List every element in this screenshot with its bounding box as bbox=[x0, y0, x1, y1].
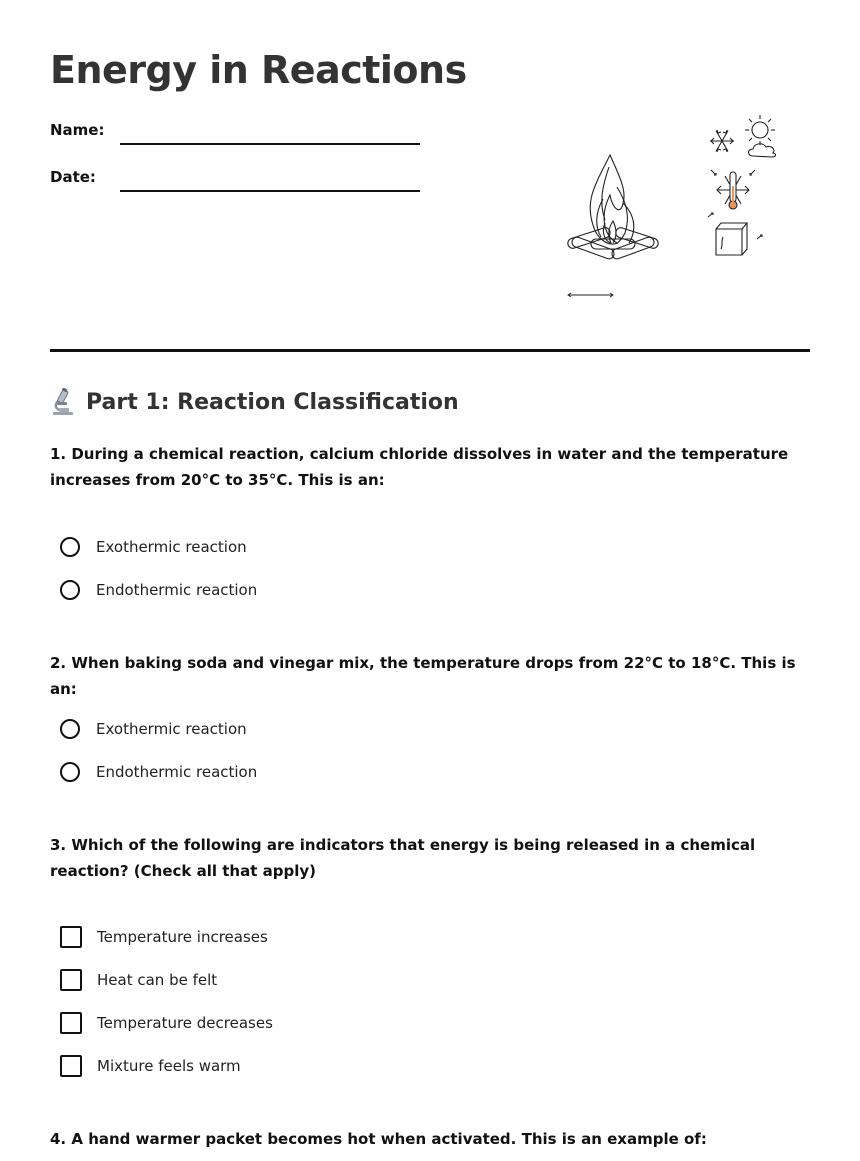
double-arrow-icon bbox=[568, 293, 613, 297]
page-title: Energy in Reactions bbox=[50, 48, 467, 92]
option-label: Temperature decreases bbox=[97, 1014, 273, 1032]
name-input-line[interactable] bbox=[120, 143, 420, 145]
q3-option-feels-warm[interactable] bbox=[60, 1055, 241, 1077]
option-label: Endothermic reaction bbox=[96, 763, 258, 781]
radio-button[interactable] bbox=[60, 762, 80, 782]
section-heading bbox=[50, 388, 459, 416]
cloud-icon bbox=[749, 144, 776, 157]
date-input-line[interactable] bbox=[120, 190, 420, 192]
radio-button[interactable] bbox=[60, 537, 80, 557]
energy-illustration bbox=[555, 115, 805, 310]
ice-cube-icon bbox=[708, 213, 762, 255]
option-label: Exothermic reaction bbox=[96, 538, 247, 556]
radio-button[interactable] bbox=[60, 719, 80, 739]
thermometer-icon bbox=[711, 170, 755, 209]
q2-option-exothermic[interactable] bbox=[60, 719, 247, 739]
radio-button[interactable] bbox=[60, 580, 80, 600]
checkbox[interactable] bbox=[60, 926, 82, 948]
q3-option-temperature-decreases[interactable] bbox=[60, 1012, 273, 1034]
question-2: 2. When baking soda and vinegar mix, the temperature drops from 22°C to 18°C. This is an: bbox=[50, 654, 796, 698]
q1-option-endothermic[interactable] bbox=[60, 580, 257, 600]
option-label: Mixture feels warm bbox=[97, 1057, 241, 1075]
date-field bbox=[50, 168, 96, 186]
name-label: Name: bbox=[50, 121, 105, 139]
question-3: 3. Which of the following are indicators that energy is being released in a chemical reaction? (Check all that apply) bbox=[50, 836, 756, 880]
option-label: Temperature increases bbox=[97, 928, 268, 946]
snowflake-icon bbox=[710, 130, 734, 152]
campfire-icon bbox=[567, 155, 660, 260]
q3-option-heat-felt[interactable] bbox=[60, 969, 217, 991]
date-label: Date: bbox=[50, 168, 96, 186]
sun-icon bbox=[745, 115, 775, 145]
name-field bbox=[50, 121, 104, 139]
question-4: 4. A hand warmer packet becomes hot when activated. This is an example of: bbox=[50, 1130, 707, 1148]
header-divider bbox=[50, 349, 810, 352]
option-label: Heat can be felt bbox=[97, 971, 218, 989]
microscope-icon bbox=[50, 388, 76, 416]
checkbox[interactable] bbox=[60, 1055, 82, 1077]
section-title: Part 1: Reaction Classification bbox=[86, 389, 459, 415]
q3-option-temperature-increases[interactable] bbox=[60, 926, 268, 948]
checkbox[interactable] bbox=[60, 1012, 82, 1034]
option-label: Exothermic reaction bbox=[96, 720, 247, 738]
q2-option-endothermic[interactable] bbox=[60, 762, 257, 782]
q1-option-exothermic[interactable] bbox=[60, 537, 247, 557]
option-label: Endothermic reaction bbox=[96, 581, 258, 599]
checkbox[interactable] bbox=[60, 969, 82, 991]
question-1: 1. During a chemical reaction, calcium chloride dissolves in water and the temperature increases from 20°C to 35°C. This is an: bbox=[50, 445, 789, 489]
